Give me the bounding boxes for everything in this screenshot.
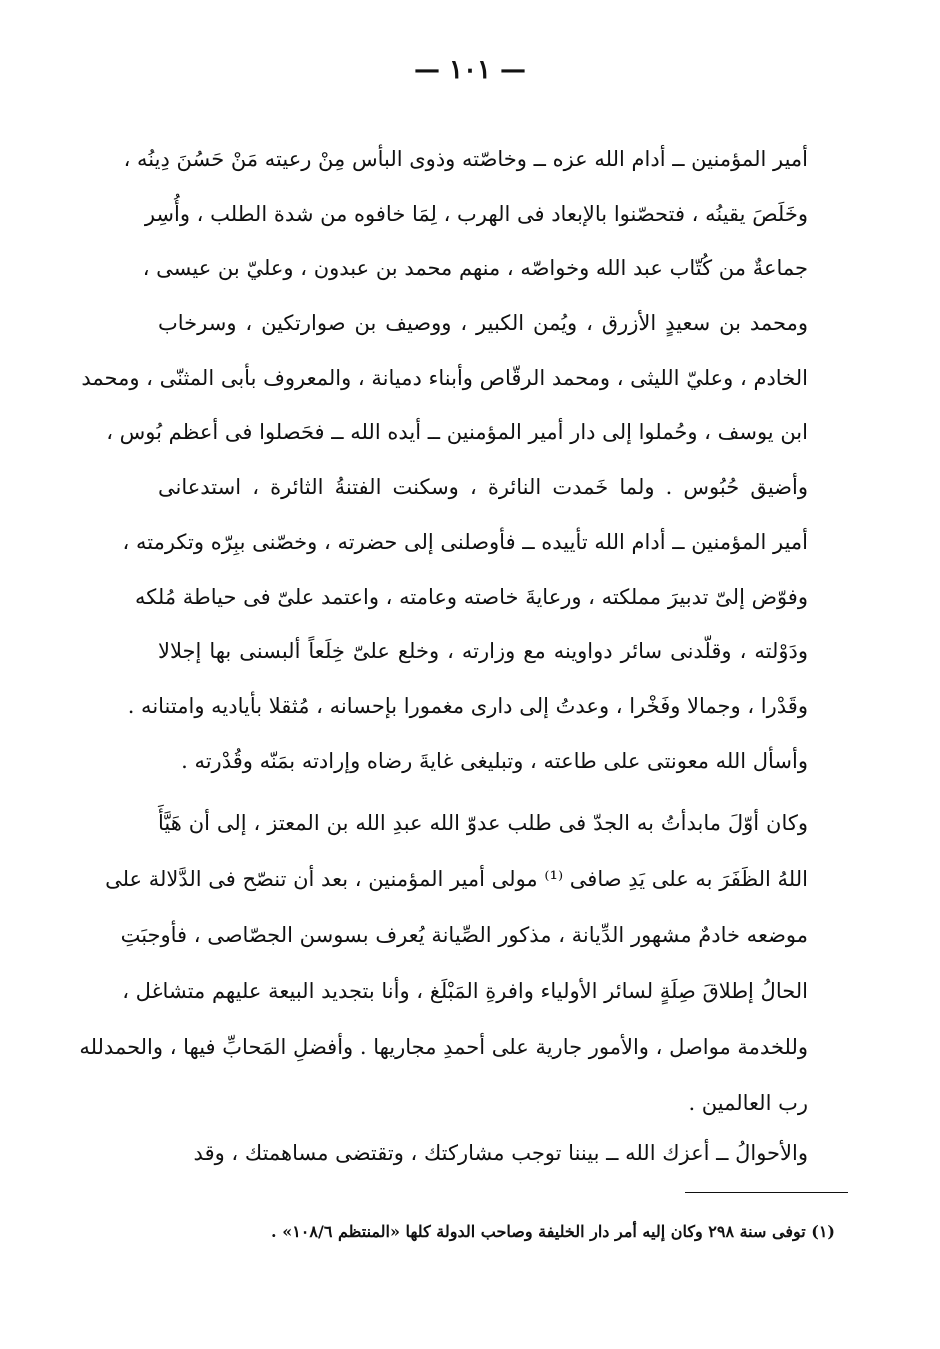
footnote: (١) توفى سنة ٢٩٨ وكان إليه أمر دار الخليفة وصاحب الدولة كلها «المنتظم ١٠٨/٦» . xyxy=(271,1222,835,1241)
text-line: والأحوالُ ــ أعزك الله ــ بيننا توجب مشاركتك ، وتقتضى مساهمتك ، وقد xyxy=(193,1141,808,1165)
footnote-divider xyxy=(685,1192,848,1193)
paragraph-3 xyxy=(158,1126,808,1181)
page-number: — ١٠١ — xyxy=(413,55,527,85)
text-line: وفوّض إلىّ تدبيرَ مملكته ، ورعايةَ خاصته وعامته ، واعتمد علىّ فى حياطة مُلكه xyxy=(135,584,808,609)
text-line: ومحمد بن سعيدٍ الأزرق ، ويُمن الكبير ، ووصيف بن صوارتكين ، وسرخاب xyxy=(158,311,808,336)
text-line: وخَلَصَ يقينُه ، فتحصّنوا بالإبعاد فى الهرب ، لِمَا خافوه من شدة الطلب ، وأُسِر xyxy=(144,201,808,226)
text-line: موضعه خادمٌ مشهور الدِّيانة ، مذكور الصِّيانة يُعرف بسوسن الجصّاصى ، فأوجبَتِ xyxy=(120,923,808,947)
text-line: اللهُ الظَفَرَ به على يَدِ صافى ⁽¹⁾ مولى أمير المؤمنين ، بعد أن تنصّح فى الدَّلالة على xyxy=(105,867,808,891)
text-line: جماعةٌ من كُتّاب عبد الله وخواصّه ، منهم محمد بن عبدون ، وعليّ بن عيسى ، xyxy=(142,256,808,281)
text-line: وقَدْرا ، وجمالا وفَخْرا ، وعدتُ إلى دارى مغمورا بإحسانه ، مُثقلا بأياديه وامتنانه . xyxy=(127,693,808,718)
text-line: رب العالمين . xyxy=(688,1091,808,1115)
text-line: وأسأل الله معونتى على طاعته ، وتبليغى غايةَ رضاه وإرادته بمَنّه وقُدْرته . xyxy=(181,748,808,773)
text-line: الخادم ، وعليّ الليثى ، ومحمد الرقّاص وأبناء دميانة ، والمعروف بأبى المثنّى ، ومحمد xyxy=(81,365,808,390)
text-line: الحالُ إطلاقَ صِلَةٍ لسائر الأولياء وافرةِ المَبْلَغ ، وأنا بتجديد البيعة عليهم متشاغل ، xyxy=(122,979,808,1003)
text-line: ودَوْلته ، وقلّدنى سائر دواوينه مع وزارته ، وخلع علىّ خِلَعاً ألبسنى بها إجلالا xyxy=(158,639,808,664)
paragraph-2 xyxy=(79,795,808,1131)
text-line: أمير المؤمنين ــ أدام الله تأييده ــ فأوصلنى إلى حضرته ، وخصّنى ببِرّه وتكرمته ، xyxy=(122,529,808,554)
text-line: وكان أوّلَ مابدأتُ به الجدّ فى طلب عدوّ الله عبدِ الله بن المعتز ، إلى أن هَيَّأَ xyxy=(158,811,808,835)
text-line: وأضيق حُبُوس . ولما خَمدت النائرة ، وسكنت الفتنةُ الثائرة ، استدعانى xyxy=(158,475,808,500)
paragraph-1 xyxy=(81,132,808,788)
text-line: وللخدمة مواصل ، والأمور جارية على أحمدِ مجاريها . وأفضلِ المَحابِّ فيها ، والحمدلله xyxy=(79,1035,808,1059)
text-line: أمير المؤمنين ــ أدام الله عزه ــ وخاصّته وذوى البأس مِنْ رعيته مَنْ حَسُنَ دِينُه ، xyxy=(123,147,808,171)
text-line: ابن يوسف ، وحُملوا إلى دار أمير المؤمنين ــ أيده الله ــ فحَصلوا فى أعظم بُوس ، xyxy=(106,420,808,445)
